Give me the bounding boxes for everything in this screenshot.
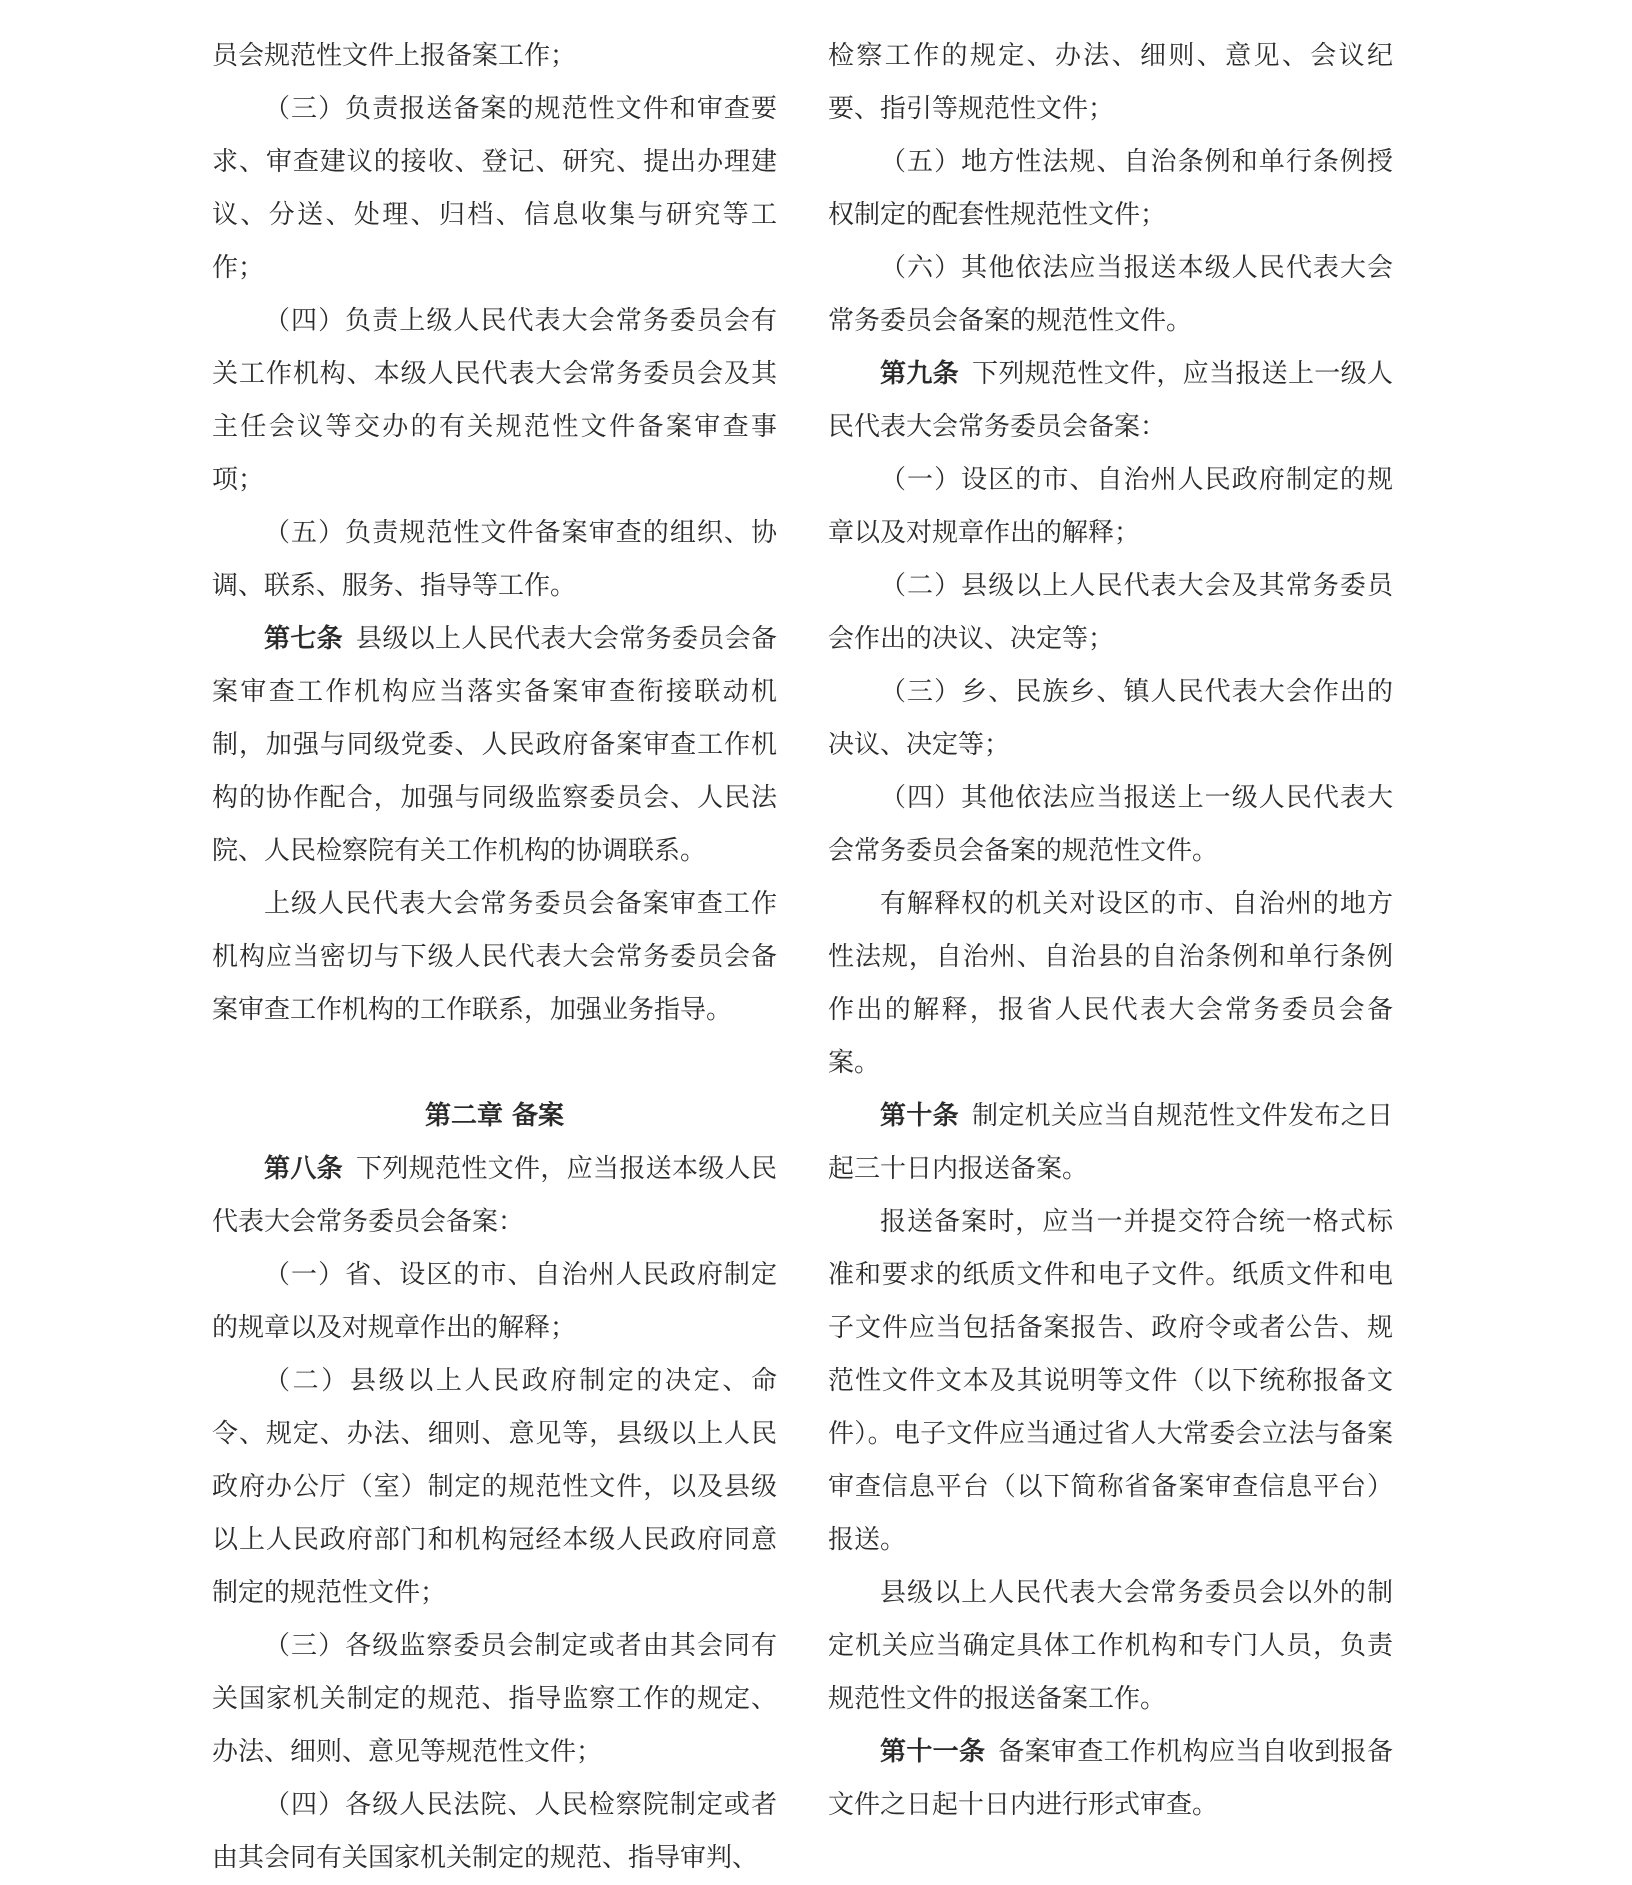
paragraph: 检察工作的规定、办法、细则、意见、会议纪要、指引等规范性文件； [828,41,1393,124]
paragraph: 县级以上人民代表大会常务委员会以外的制定机关应当确定具体工作机构和专门人员，负责规范性文件的报送备案工作。 [828,1578,1393,1714]
left-column [212,30,777,1885]
article-11 [828,1726,1393,1832]
article-title: 第七条 [264,624,343,654]
paragraph: （四）其他依法应当报送上一级人民代表大会常务委员会备案的规范性文件。 [828,783,1393,866]
paragraph: （六）其他依法应当报送本级人民代表大会常务委员会备案的规范性文件。 [828,253,1393,336]
paragraph: （一）省、设区的市、自治州人民政府制定的规章以及对规章作出的解释； [212,1260,777,1343]
article-text: 县级以上人民代表大会常务委员会备案审查工作机构应当落实备案审查衔接联动机制，加强与同级党委、人民政府备案审查工作机构的协作配合，加强与同级监察委员会、人民法院、人民检察院有关工作机构的协调联系。 [212,624,777,866]
paragraph: 报送备案时，应当一并提交符合统一格式标准和要求的纸质文件和电子文件。纸质文件和电子文件应当包括备案报告、政府令或者公告、规范性文件文本及其说明等文件（以下统称报备文件）。电子文件应当通过省人大常委会立法与备案审查信息平台（以下简称省备案审查信息平台）报送。 [828,1207,1393,1555]
article-7 [212,613,777,878]
paragraph: （三）乡、民族乡、镇人民代表大会作出的决议、决定等； [828,677,1393,760]
paragraph: （二）县级以上人民政府制定的决定、命令、规定、办法、细则、意见等，县级以上人民政府办公厅（室）制定的规范性文件，以及县级以上人民政府部门和机构冠经本级人民政府同意制定的规范性文件； [212,1366,777,1608]
article-text: 下列规范性文件，应当报送本级人民代表大会常务委员会备案： [212,1154,777,1237]
paragraph: （二）县级以上人民代表大会及其常务委员会作出的决议、决定等； [828,571,1393,654]
article-text: 制定机关应当自规范性文件发布之日起三十日内报送备案。 [828,1101,1393,1184]
chapter-title: 第二章 备案 [424,1101,565,1131]
paragraph: 有解释权的机关对设区的市、自治州的地方性法规，自治州、自治县的自治条例和单行条例作出的解释，报省人民代表大会常务委员会备案。 [828,889,1393,1078]
article-10 [828,1090,1393,1196]
paragraph: （五）负责规范性文件备案审查的组织、协调、联系、服务、指导等工作。 [212,518,777,601]
spacer [212,1037,777,1090]
paragraph: （五）地方性法规、自治条例和单行条例授权制定的配套性规范性文件； [828,147,1393,230]
article-title: 第十一条 [880,1737,986,1767]
article-title: 第十条 [880,1101,959,1131]
article-title: 第八条 [264,1154,343,1184]
paragraph: （三）各级监察委员会制定或者由其会同有关国家机关制定的规范、指导监察工作的规定、办法、细则、意见等规范性文件； [212,1631,777,1767]
article-title: 第九条 [880,359,959,389]
article-text: 备案审查工作机构应当自收到报备文件之日起十日内进行形式审查。 [828,1737,1393,1820]
paragraph: 员会规范性文件上报备案工作； [212,41,577,71]
paragraph: （一）设区的市、自治州人民政府制定的规章以及对规章作出的解释； [828,465,1393,548]
paragraph: （三）负责报送备案的规范性文件和审查要求、审查建议的接收、登记、研究、提出办理建议、分送、处理、归档、信息收集与研究等工作； [212,94,777,283]
article-text: 下列规范性文件，应当报送上一级人民代表大会常务委员会备案： [828,359,1393,442]
paragraph: 上级人民代表大会常务委员会备案审查工作机构应当密切与下级人民代表大会常务委员会备案审查工作机构的工作联系，加强业务指导。 [212,889,777,1025]
paragraph: （四）各级人民法院、人民检察院制定或者由其会同有关国家机关制定的规范、指导审判、 [212,1790,777,1873]
article-8 [212,1143,777,1249]
paragraph: （四）负责上级人民代表大会常务委员会有关工作机构、本级人民代表大会常务委员会及其主任会议等交办的有关规范性文件备案审查事项； [212,306,777,495]
right-column [828,30,1393,1832]
article-9 [828,348,1393,454]
